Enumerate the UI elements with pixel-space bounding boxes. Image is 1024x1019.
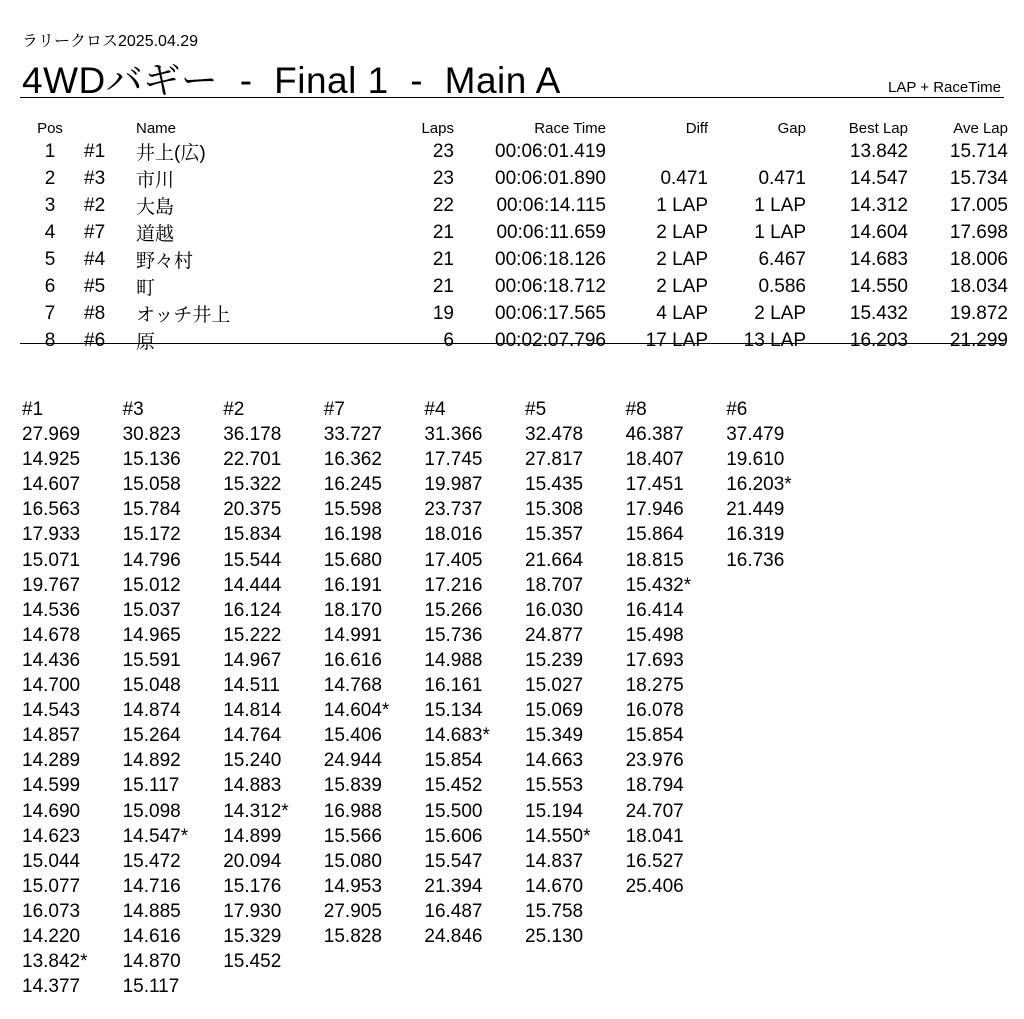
cell-pos: 7 (44, 302, 56, 324)
lap-time-cell: 14.543 (22, 700, 81, 722)
lap-time-cell: 16.078 (625, 700, 684, 722)
cell-laps: 21 (432, 275, 454, 297)
lap-time-cell: 14.220 (22, 925, 81, 947)
lap-time-cell: 14.547* (122, 825, 189, 847)
table-row (20, 165, 1008, 192)
lap-time-cell: 18.794 (625, 775, 684, 797)
lap-time-cell: 14.599 (22, 775, 81, 797)
lap-time-cell: 15.322 (223, 474, 282, 496)
lap-time-cell: 14.953 (323, 875, 382, 897)
lap-column-header: #7 (323, 399, 345, 420)
lap-time-cell: 16.362 (323, 449, 382, 471)
lap-time-cell: 14.814 (223, 700, 282, 722)
table-row (20, 219, 1008, 246)
lap-time-cell: 16.245 (323, 474, 382, 496)
cell-race-time: 00:06:14.115 (496, 194, 606, 216)
lap-time-cell: 14.716 (122, 875, 181, 897)
cell-diff: 2 LAP (656, 248, 708, 270)
cell-diff: 2 LAP (656, 221, 708, 243)
lap-time-cell: 23.737 (424, 499, 483, 521)
lap-column (223, 397, 323, 974)
lap-time-cell: 15.680 (323, 549, 382, 571)
lap-time-cell: 16.736 (726, 549, 785, 571)
lap-time-cell: 14.623 (22, 825, 81, 847)
lap-time-cell: 17.946 (625, 499, 684, 521)
lap-time-cell: 15.136 (122, 449, 181, 471)
lap-time-cell: 32.478 (525, 424, 584, 446)
cell-diff (606, 138, 708, 165)
lap-time-cell: 15.435 (525, 474, 584, 496)
cell-name: オッチ井上 (136, 305, 231, 326)
lap-time-cell: 16.124 (223, 599, 282, 621)
cell-ave-lap: 15.734 (949, 167, 1008, 189)
cell-best-lap: 13.842 (849, 140, 908, 162)
lap-time-cell: 14.764 (223, 725, 282, 747)
cell-ave-lap: 18.006 (949, 248, 1008, 270)
cell-race-time: 00:06:17.565 (495, 302, 606, 324)
lap-time-cell: 15.058 (122, 474, 181, 496)
lap-time-cell: 17.693 (625, 649, 684, 671)
cell-name: 市川 (136, 170, 175, 191)
lap-time-cell: 22.701 (223, 449, 282, 471)
lap-time-cell: 15.117 (122, 775, 180, 797)
lap-time-cell: 30.823 (122, 424, 181, 446)
lap-time-cell: 25.406 (625, 875, 684, 897)
lap-time-cell: 18.815 (625, 549, 684, 571)
lap-time-cell: 14.768 (323, 675, 382, 697)
lap-time-cell: 15.239 (525, 649, 584, 671)
lap-column-header: #8 (625, 399, 647, 420)
lap-time-cell: 15.547 (424, 850, 483, 872)
lap-time-cell: 14.925 (22, 449, 81, 471)
lap-time-cell: 15.012 (122, 574, 181, 596)
cell-name: 野々村 (136, 251, 194, 272)
table-row (20, 327, 1008, 354)
lap-column-header: #2 (223, 399, 245, 420)
lap-time-cell: 14.670 (525, 875, 584, 897)
lap-time-cell: 16.198 (323, 524, 382, 546)
lap-time-cell: 18.407 (625, 449, 684, 471)
lap-time-cell: 14.885 (122, 900, 181, 922)
cell-best-lap: 14.604 (849, 221, 908, 243)
lap-time-cell: 14.700 (22, 675, 81, 697)
lap-time-cell: 14.444 (223, 574, 282, 596)
results-divider (20, 343, 1004, 344)
cell-car-number: #3 (84, 167, 106, 189)
lap-time-cell: 16.988 (323, 800, 382, 822)
lap-time-cell: 15.037 (122, 599, 181, 621)
column-header-number (80, 118, 136, 138)
lap-time-cell: 14.377 (22, 976, 81, 998)
lap-time-cell: 15.264 (122, 725, 181, 747)
lap-time-cell: 16.487 (424, 900, 483, 922)
lap-time-cell: 24.707 (625, 800, 684, 822)
table-row (20, 300, 1008, 327)
lap-column (525, 397, 625, 949)
lap-time-cell: 18.707 (525, 574, 584, 596)
cell-ave-lap: 19.872 (949, 302, 1008, 324)
lap-time-cell: 15.077 (22, 875, 81, 897)
cell-pos: 8 (44, 329, 56, 351)
cell-best-lap: 14.547 (849, 167, 908, 189)
lap-time-cell: 14.616 (122, 925, 181, 947)
lap-time-cell: 15.048 (122, 675, 181, 697)
lap-time-cell: 15.240 (223, 750, 282, 772)
event-subtitle: ラリークロス2025.04.29 (22, 33, 199, 50)
lap-column (626, 397, 726, 899)
lap-column (123, 397, 223, 999)
cell-diff: 1 LAP (656, 194, 708, 216)
lap-time-cell: 15.854 (625, 725, 684, 747)
lap-time-cell: 16.161 (424, 675, 483, 697)
cell-best-lap: 16.203 (849, 329, 908, 351)
column-header-race-time: Race Time (534, 119, 606, 137)
cell-gap: 13 LAP (743, 329, 806, 351)
lap-time-cell: 14.550* (525, 825, 591, 847)
cell-best-lap: 14.312 (849, 194, 908, 216)
lap-time-cell: 15.452 (424, 775, 483, 797)
cell-name: 道越 (136, 224, 175, 245)
cell-diff: 2 LAP (656, 275, 708, 297)
lap-column (424, 397, 524, 949)
cell-gap: 0.586 (758, 275, 806, 297)
cell-gap: 6.467 (758, 248, 806, 270)
cell-pos: 4 (44, 221, 56, 243)
lap-time-cell: 46.387 (625, 424, 684, 446)
cell-diff: 4 LAP (656, 302, 708, 324)
lap-time-cell: 15.544 (223, 549, 282, 571)
cell-diff: 17 LAP (645, 329, 708, 351)
cell-car-number: #2 (84, 194, 106, 216)
lap-time-cell: 16.414 (625, 599, 684, 621)
lap-time-cell: 20.094 (223, 850, 282, 872)
lap-time-cell: 23.976 (625, 750, 684, 772)
cell-name: 井上(広) (136, 143, 206, 164)
cell-gap (708, 138, 806, 165)
lap-time-cell: 15.452 (223, 951, 282, 973)
page-title: 4WDバギー - Final 1 - Main A (22, 60, 561, 101)
lap-time-cell: 15.591 (122, 649, 181, 671)
lap-time-cell: 16.319 (726, 524, 785, 546)
lap-time-cell: 18.170 (323, 599, 382, 621)
lap-time-cell: 17.745 (424, 449, 483, 471)
lap-time-cell: 15.044 (22, 850, 81, 872)
column-header-pos: Pos (37, 119, 63, 137)
results-table (20, 118, 1008, 354)
lap-time-cell: 14.607 (22, 474, 81, 496)
cell-pos: 5 (44, 248, 56, 270)
lap-time-cell: 15.194 (525, 800, 584, 822)
lap-time-cell: 16.203* (726, 474, 792, 496)
lap-time-cell: 14.837 (525, 850, 584, 872)
column-header-diff: Diff (685, 119, 708, 137)
cell-ave-lap: 17.005 (949, 194, 1008, 216)
lap-time-cell: 15.864 (625, 524, 684, 546)
lap-time-cell: 14.436 (22, 649, 81, 671)
lap-time-cell: 14.289 (22, 750, 81, 772)
lap-time-cell: 37.479 (726, 424, 785, 446)
cell-ave-lap: 21.299 (949, 329, 1008, 351)
table-row (20, 138, 1008, 165)
cell-car-number: #7 (84, 221, 106, 243)
lap-time-cell: 15.349 (525, 725, 584, 747)
lap-time-cell: 21.394 (424, 875, 483, 897)
lap-time-cell: 15.098 (122, 800, 181, 822)
lap-time-cell: 18.275 (625, 675, 684, 697)
cell-gap: 1 LAP (754, 221, 806, 243)
lap-time-cell: 15.500 (424, 800, 483, 822)
lap-column-header: #6 (726, 399, 748, 420)
cell-laps: 22 (432, 194, 454, 216)
lap-column (22, 397, 122, 999)
lap-time-cell: 16.191 (323, 574, 382, 596)
lap-time-cell: 16.030 (525, 599, 584, 621)
lap-time-cell: 25.130 (525, 925, 584, 947)
cell-car-number: #8 (84, 302, 106, 324)
cell-laps: 23 (432, 167, 454, 189)
lap-time-cell: 20.375 (223, 499, 282, 521)
cell-car-number: #5 (84, 275, 106, 297)
lap-time-cell: 27.905 (323, 900, 382, 922)
cell-gap: 0.471 (758, 167, 806, 189)
lap-time-cell: 17.405 (424, 549, 483, 571)
lap-time-cell: 17.930 (223, 900, 282, 922)
cell-laps: 6 (443, 329, 454, 351)
lap-time-cell: 15.553 (525, 775, 584, 797)
lap-column-header: #5 (525, 399, 547, 420)
lap-time-cell: 15.069 (525, 700, 584, 722)
lap-time-cell: 16.073 (22, 900, 81, 922)
column-header-name-label: Name (136, 119, 177, 137)
cell-laps: 19 (432, 302, 454, 324)
cell-diff: 0.471 (660, 167, 708, 189)
lap-time-cell: 27.817 (525, 449, 584, 471)
lap-time-cell: 14.991 (323, 624, 382, 646)
cell-race-time: 00:06:18.126 (495, 248, 606, 270)
lap-time-cell: 14.796 (122, 549, 181, 571)
lap-time-cell: 17.933 (22, 524, 81, 546)
lap-time-cell: 33.727 (323, 424, 382, 446)
cell-name: 大島 (136, 197, 175, 218)
cell-name: 町 (136, 278, 156, 299)
lap-time-cell: 14.683* (424, 725, 490, 747)
lap-time-cell: 19.987 (424, 474, 483, 496)
cell-best-lap: 15.432 (849, 302, 908, 324)
lap-time-cell: 17.216 (424, 574, 483, 596)
cell-ave-lap: 15.714 (949, 140, 1008, 162)
lap-time-cell: 14.511 (223, 675, 280, 697)
cell-car-number: #1 (84, 140, 106, 162)
lap-column-header: #4 (424, 399, 446, 420)
lap-time-cell: 15.266 (424, 599, 483, 621)
lap-time-cell: 14.967 (223, 649, 282, 671)
lap-time-cell: 14.536 (22, 599, 81, 621)
cell-best-lap: 14.550 (849, 275, 908, 297)
column-header-laps: Laps (421, 119, 454, 137)
lap-time-cell: 19.767 (22, 574, 81, 596)
lap-time-cell: 15.498 (625, 624, 684, 646)
lap-time-cell: 24.877 (525, 624, 584, 646)
lap-column (324, 397, 424, 949)
lap-time-cell: 13.842* (22, 951, 88, 973)
lap-time-cell: 21.664 (525, 549, 584, 571)
lap-time-cell: 14.604* (323, 700, 390, 722)
cell-pos: 1 (44, 140, 56, 162)
lap-time-cell: 31.366 (424, 424, 483, 446)
cell-pos: 3 (44, 194, 56, 216)
header-divider (20, 97, 1004, 98)
lap-time-cell: 15.472 (122, 850, 181, 872)
lap-time-cell: 21.449 (726, 499, 785, 521)
lap-time-cell: 15.828 (323, 925, 382, 947)
table-row (20, 192, 1008, 219)
lap-time-cell: 15.071 (22, 549, 81, 571)
column-header-gap: Gap (777, 119, 806, 137)
display-mode-label: LAP + RaceTime (888, 79, 1001, 96)
column-header-ave-lap: Ave Lap (953, 119, 1008, 137)
lap-time-cell: 15.566 (323, 825, 382, 847)
cell-laps: 21 (432, 221, 454, 243)
lap-time-cell: 24.944 (323, 750, 382, 772)
lap-time-cell: 15.432* (625, 574, 692, 596)
lap-time-cell: 15.308 (525, 499, 584, 521)
lap-time-cell: 15.117 (122, 976, 180, 998)
lap-time-cell: 14.678 (22, 624, 81, 646)
cell-pos: 2 (44, 167, 56, 189)
lap-time-cell: 14.312* (223, 800, 289, 822)
lap-time-cell: 15.027 (525, 675, 584, 697)
cell-race-time: 00:06:18.712 (495, 275, 606, 297)
cell-gap: 1 LAP (754, 194, 806, 216)
lap-time-cell: 15.834 (223, 524, 282, 546)
lap-time-cell: 15.172 (122, 524, 181, 546)
results-header-row (20, 118, 1008, 138)
lap-column-header: #1 (22, 399, 44, 420)
table-row (20, 246, 1008, 273)
lap-time-cell: 14.663 (525, 750, 584, 772)
lap-time-cell: 15.758 (525, 900, 584, 922)
lap-time-cell: 14.857 (22, 725, 81, 747)
lap-time-cell: 15.598 (323, 499, 382, 521)
lap-time-cell: 15.606 (424, 825, 483, 847)
lap-time-cell: 18.041 (625, 825, 684, 847)
column-header-best-lap: Best Lap (848, 119, 908, 137)
lap-time-cell: 36.178 (223, 424, 282, 446)
cell-race-time: 00:02:07.796 (495, 329, 606, 351)
lap-time-cell: 15.134 (424, 700, 483, 722)
lap-time-cell: 14.690 (22, 800, 81, 822)
cell-car-number: #6 (84, 329, 106, 351)
lap-time-cell: 14.874 (122, 700, 181, 722)
cell-name: 原 (136, 332, 156, 353)
cell-ave-lap: 18.034 (949, 275, 1008, 297)
table-row (20, 273, 1008, 300)
lap-time-cell: 16.563 (22, 499, 81, 521)
lap-time-cell: 15.784 (122, 499, 181, 521)
lap-time-cell: 17.451 (625, 474, 684, 496)
cell-best-lap: 14.683 (849, 248, 908, 270)
lap-time-cell: 15.222 (223, 624, 282, 646)
lap-column-header: #3 (122, 399, 144, 420)
column-header-name (136, 118, 326, 138)
cell-laps: 23 (432, 140, 454, 162)
lap-time-cell: 15.329 (223, 925, 282, 947)
lap-time-cell: 15.736 (424, 624, 483, 646)
lap-time-cell: 24.846 (424, 925, 483, 947)
lap-time-cell: 15.839 (323, 775, 382, 797)
cell-race-time: 00:06:11.659 (496, 221, 606, 243)
lap-column (726, 397, 826, 573)
lap-time-cell: 15.406 (323, 725, 382, 747)
lap-time-cell: 14.988 (424, 649, 483, 671)
lap-time-cell: 14.883 (223, 775, 282, 797)
cell-gap: 2 LAP (754, 302, 806, 324)
lap-time-cell: 19.610 (726, 449, 785, 471)
cell-race-time: 00:06:01.890 (495, 167, 606, 189)
lap-time-cell: 15.357 (525, 524, 584, 546)
lap-time-cell: 14.892 (122, 750, 181, 772)
lap-time-cell: 16.527 (625, 850, 684, 872)
cell-pos: 6 (44, 275, 56, 297)
lap-time-cell: 15.854 (424, 750, 483, 772)
cell-laps: 21 (432, 248, 454, 270)
lap-time-cell: 18.016 (424, 524, 483, 546)
cell-ave-lap: 17.698 (949, 221, 1008, 243)
lap-time-cell: 27.969 (22, 424, 81, 446)
lap-time-cell: 14.899 (223, 825, 282, 847)
lap-time-cell: 14.870 (122, 951, 181, 973)
lap-time-cell: 14.965 (122, 624, 181, 646)
cell-car-number: #4 (84, 248, 106, 270)
cell-race-time: 00:06:01.419 (495, 140, 606, 162)
lap-time-cell: 16.616 (323, 649, 382, 671)
lap-time-cell: 15.176 (223, 875, 282, 897)
lap-time-cell: 15.080 (323, 850, 382, 872)
